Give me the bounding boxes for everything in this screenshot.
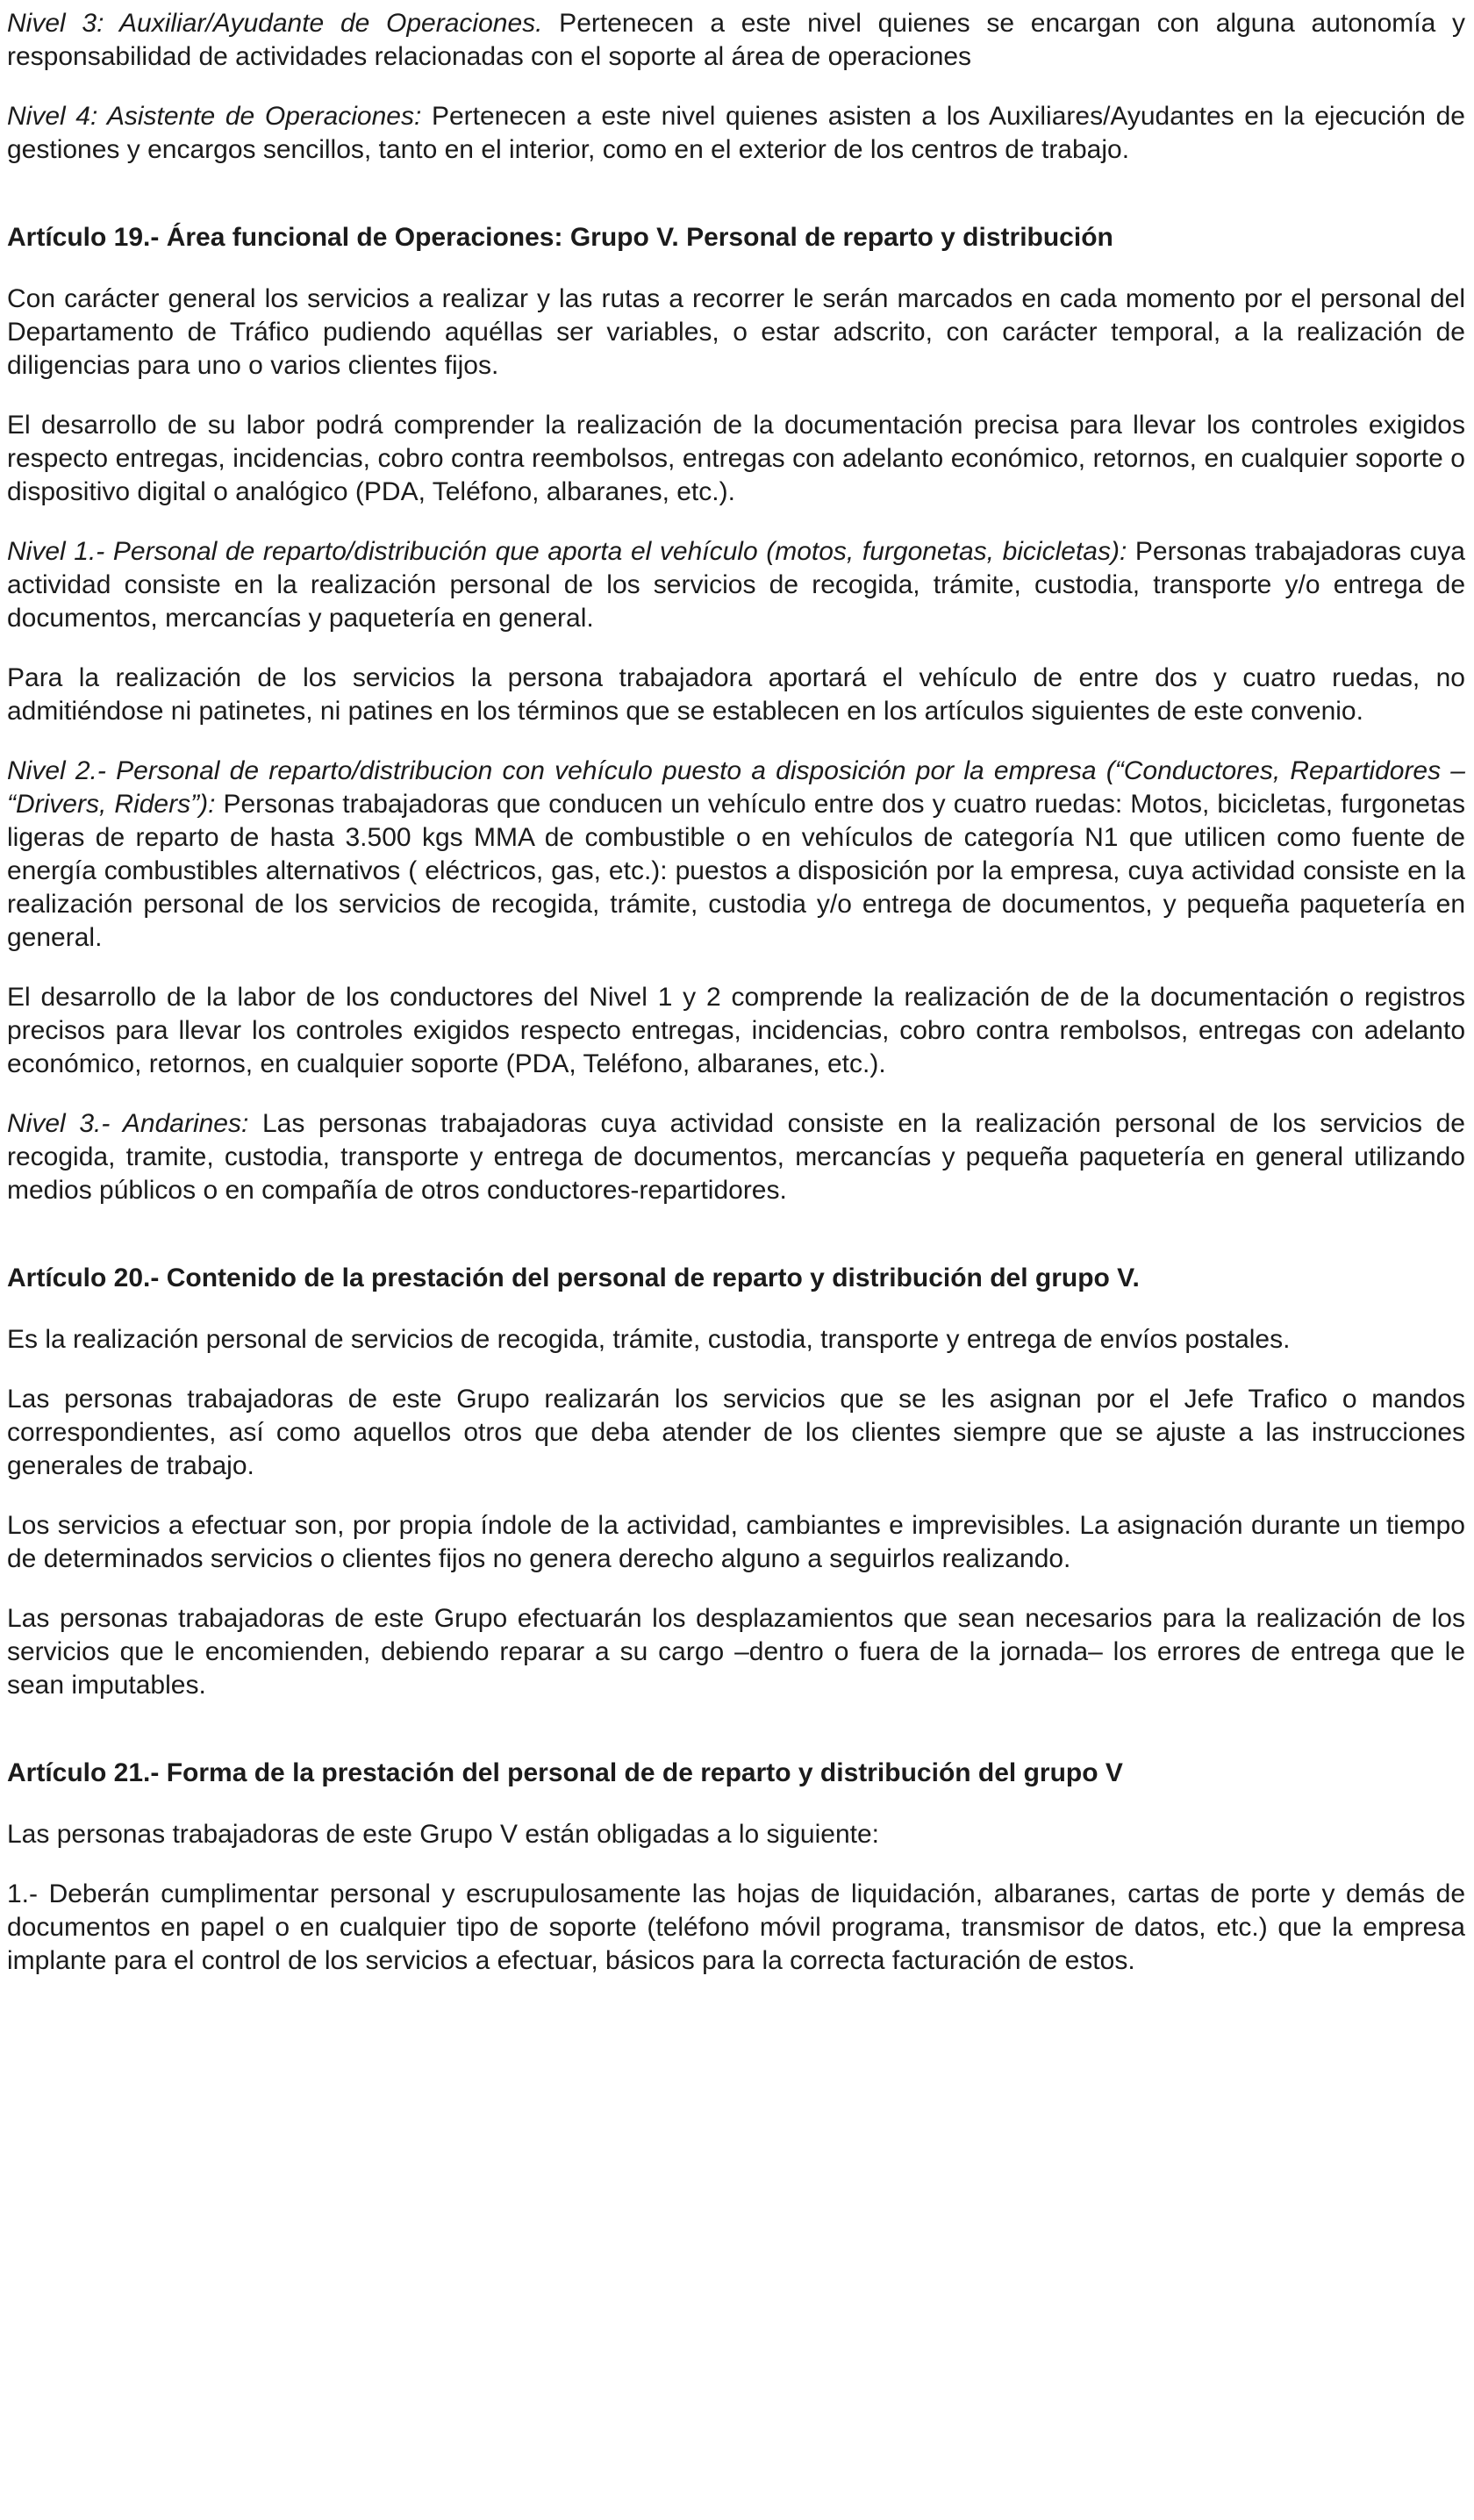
paragraph: El desarrollo de su labor podrá comprender la realización de la documentación precisa para llevar los controles exigidos respecto entregas, incidencias, cobro contra reembolsos, entregas con adelanto económico, retornos, en cualquier soporte o dispositivo digital o analógico (PDA, Teléfono, albaranes, etc.). [7,411,1465,506]
level-text: Personas trabajadoras que conducen un vehículo entre dos y cuatro ruedas: Motos, bicicletas, furgonetas ligeras de reparto de hasta 3.500 kgs MMA de combustible o en vehículos de categoría N1 que utilicen como fuente de energía combustibles alternativos ( eléctricos, gas, etc.): puestos a disposición por la empresa, cuya actividad consiste en la realización personal de los servicios de recogida, trámite, custodia y/o entrega de documentos, y pequeña paquetería en general. [7,790,1465,952]
article-21-heading: Artículo 21.- Forma de la prestación del personal de de reparto y distribución del grupo V [7,1758,1123,1787]
paragraph: Para la realización de los servicios la persona trabajadora aportará el vehículo de entre dos y cuatro ruedas, no admitiéndose ni patinetes, ni patines en los términos que se establecen en los artículos siguientes de este convenio. [7,663,1465,726]
article-20-heading: Artículo 20.- Contenido de la prestación del personal de reparto y distribución del grupo V. [7,1264,1140,1292]
level-label: Nivel 4: Asistente de Operaciones: [7,102,422,131]
article-19-heading: Artículo 19.- Área funcional de Operaciones: Grupo V. Personal de reparto y distribución [7,223,1113,252]
level-text: Personas trabajadoras cuya actividad consiste en la realización personal de los servicios de recogida, trámite, custodia, transporte y/o entrega de documentos, mercancías y paquetería en general. [7,537,1465,633]
level-definition-nivel-4-operaciones [7,100,1465,167]
level-text: Las personas trabajadoras cuya actividad consiste en la realización personal de los servicios de recogida, tramite, custodia, transporte y entrega de documentos, mercancías y pequeña paquetería en general utilizando medios públicos o en compañía de otros conductores-repartidores. [7,1109,1465,1205]
level-definition-nivel-3-andarines [7,1107,1465,1207]
level-text: Pertenecen a este nivel quienes asisten a los Auxiliares/Ayudantes en la ejecución de gestiones y encargos sencillos, tanto en el interior, como en el exterior de los centros de trabajo. [7,102,1465,164]
level-label: Nivel 1.- Personal de reparto/distribución que aporta el vehículo (motos, furgonetas, bicicletas): [7,537,1127,566]
paragraph: Las personas trabajadoras de este Grupo efectuarán los desplazamientos que sean necesarios para la realización de los servicios que le encomienden, debiendo reparar a su cargo –dentro o fuera de la jornada– los errores de entrega que le sean imputables. [7,1604,1465,1700]
level-definition-nivel-3-operaciones [7,7,1465,74]
level-label: Nivel 2.- Personal de reparto/distribucion con vehículo puesto a disposición por la empresa (“Conductores, Repartidores – “Drivers, Riders”): [7,756,1465,819]
paragraph: Es la realización personal de servicios de recogida, trámite, custodia, transporte y entrega de envíos postales. [7,1325,1291,1354]
paragraph: Los servicios a efectuar son, por propia índole de la actividad, cambiantes e imprevisibles. La asignación durante un tiempo de determinados servicios o clientes fijos no genera derecho alguno a seguirlos realizando. [7,1511,1465,1573]
level-definition-nivel-1-reparto [7,535,1465,635]
paragraph: El desarrollo de la labor de los conductores del Nivel 1 y 2 comprende la realización de de la documentación o registros precisos para llevar los controles exigidos respecto entregas, incidencias, cobro contra rembolsos, entregas con adelanto económico, retornos, en cualquier soporte (PDA, Teléfono, albaranes, etc.). [7,983,1465,1078]
level-text: Pertenecen a este nivel quienes se encargan con alguna autonomía y responsabilidad de actividades relacionadas con el soporte al área de operaciones [7,9,1465,71]
level-label: Nivel 3: Auxiliar/Ayudante de Operaciones. [7,9,543,38]
paragraph: Las personas trabajadoras de este Grupo realizarán los servicios que se les asignan por el Jefe Trafico o mandos correspondientes, así como aquellos otros que deba atender de los clientes siempre que se ajuste a las instrucciones generales de trabajo. [7,1385,1465,1480]
paragraph: Las personas trabajadoras de este Grupo V están obligadas a lo siguiente: [7,1820,879,1849]
level-definition-nivel-2-reparto [7,755,1465,955]
paragraph: Con carácter general los servicios a realizar y las rutas a recorrer le serán marcados en cada momento por el personal del Departamento de Tráfico pudiendo aquéllas ser variables, o estar adscrito, con carácter temporal, a la realización de diligencias para uno o varios clientes fijos. [7,284,1465,380]
level-label: Nivel 3.- Andarines: [7,1109,249,1138]
paragraph-list-item-1: 1.- Deberán cumplimentar personal y escrupulosamente las hojas de liquidación, albaranes, cartas de porte y demás de documentos en papel o en cualquier tipo de soporte (teléfono móvil programa, transmisor de datos, etc.) que la empresa implante para el control de los servicios a efectuar, básicos para la correcta facturación de estos. [7,1879,1465,1975]
